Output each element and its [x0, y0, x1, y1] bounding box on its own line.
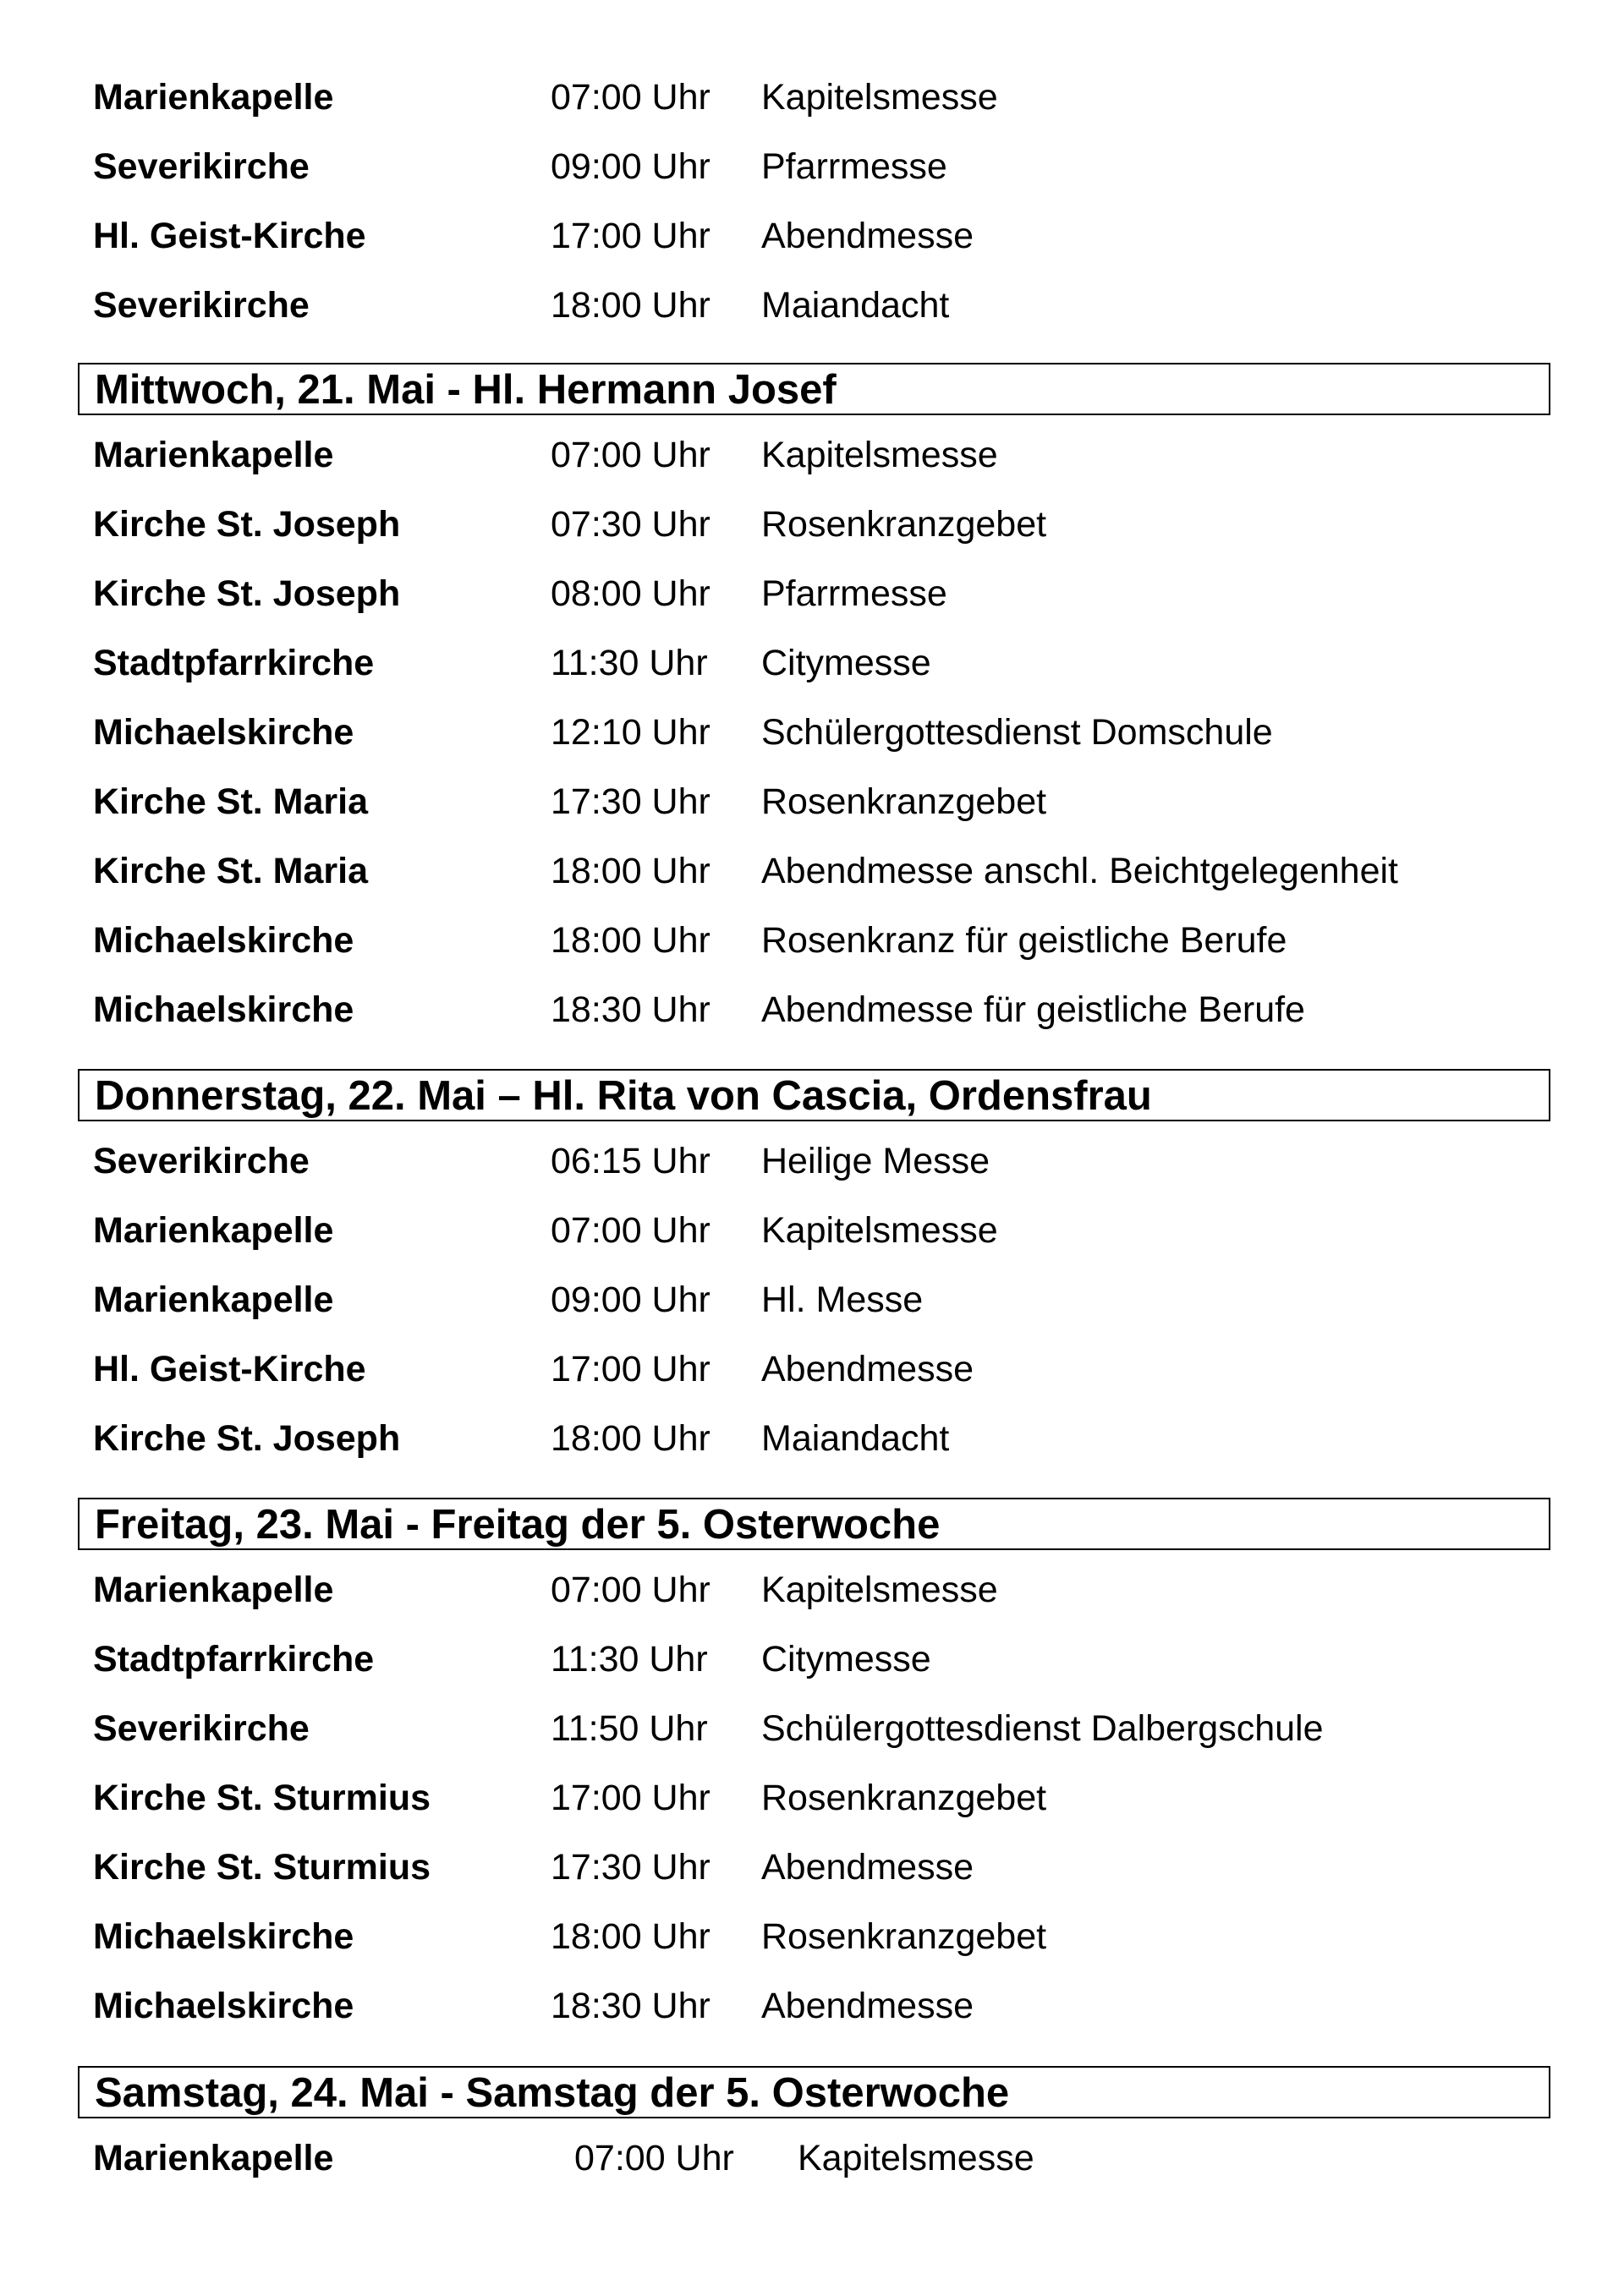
church-name: Severikirche	[93, 285, 310, 326]
schedule-row	[0, 1334, 1624, 1404]
church-name: Marienkapelle	[93, 1210, 334, 1251]
schedule-row	[0, 1763, 1624, 1833]
church-name: Marienkapelle	[93, 1570, 334, 1610]
church-name: Marienkapelle	[93, 2138, 334, 2178]
schedule-row	[0, 767, 1624, 836]
schedule-row	[0, 975, 1624, 1044]
schedule-row	[0, 2123, 1624, 2193]
church-name: Michaelskirche	[93, 920, 354, 961]
service-name: Citymesse	[761, 1639, 931, 1680]
service-time: 06:15 Uhr	[551, 1141, 710, 1181]
service-name: Kapitelsmesse	[761, 77, 998, 118]
church-name: Michaelskirche	[93, 1916, 354, 1957]
service-name: Kapitelsmesse	[761, 1570, 998, 1610]
church-name: Stadtpfarrkirche	[93, 643, 375, 683]
service-time: 18:30 Uhr	[551, 989, 710, 1030]
service-time: 09:00 Uhr	[551, 1280, 710, 1320]
schedule-row	[0, 490, 1624, 559]
service-time: 07:00 Uhr	[551, 77, 710, 118]
service-name: Abendmesse für geistliche Berufe	[761, 989, 1305, 1030]
service-name: Heilige Messe	[761, 1141, 990, 1181]
church-name: Kirche St. Joseph	[93, 504, 401, 545]
schedule-row	[0, 201, 1624, 271]
service-name: Abendmesse	[761, 1349, 974, 1389]
service-name: Rosenkranz für geistliche Berufe	[761, 920, 1287, 961]
service-name: Kapitelsmesse	[798, 2138, 1034, 2178]
service-time: 07:00 Uhr	[551, 435, 710, 475]
church-name: Kirche St. Maria	[93, 781, 368, 822]
church-name: Kirche St. Joseph	[93, 573, 401, 614]
service-name: Abendmesse anschl. Beichtgelegenheit	[761, 851, 1399, 891]
church-name: Stadtpfarrkirche	[93, 1639, 375, 1680]
service-time: 17:00 Uhr	[551, 216, 710, 256]
service-name: Kapitelsmesse	[761, 435, 998, 475]
church-name: Michaelskirche	[93, 989, 354, 1030]
service-time: 18:30 Uhr	[551, 1986, 710, 2026]
service-time: 17:30 Uhr	[551, 781, 710, 822]
service-name: Pfarrmesse	[761, 146, 947, 187]
service-time: 18:00 Uhr	[551, 1418, 710, 1459]
service-time: 17:30 Uhr	[551, 1847, 710, 1888]
service-name: Rosenkranzgebet	[761, 1778, 1047, 1818]
schedule-row	[0, 559, 1624, 628]
service-time: 07:30 Uhr	[551, 504, 710, 545]
service-name: Schülergottesdienst Dalbergschule	[761, 1708, 1324, 1749]
schedule-row	[0, 1196, 1624, 1265]
schedule-row	[0, 63, 1624, 132]
service-time: 09:00 Uhr	[551, 146, 710, 187]
service-name: Maiandacht	[761, 1418, 950, 1459]
schedule-row	[0, 1265, 1624, 1334]
service-time: 11:30 Uhr	[551, 643, 708, 683]
day-header-friday: Freitag, 23. Mai - Freitag der 5. Osterwoche	[78, 1498, 1550, 1550]
church-name: Kirche St. Maria	[93, 851, 368, 891]
service-time: 17:00 Uhr	[551, 1778, 710, 1818]
schedule-row	[0, 906, 1624, 975]
day-header-saturday: Samstag, 24. Mai - Samstag der 5. Osterwoche	[78, 2066, 1550, 2118]
church-name: Kirche St. Sturmius	[93, 1778, 431, 1818]
service-name: Rosenkranzgebet	[761, 504, 1047, 545]
service-time: 08:00 Uhr	[551, 573, 710, 614]
service-name: Rosenkranzgebet	[761, 1916, 1047, 1957]
service-time: 07:00 Uhr	[551, 1570, 710, 1610]
service-name: Rosenkranzgebet	[761, 781, 1047, 822]
schedule-row	[0, 1126, 1624, 1196]
day-header-thursday: Donnerstag, 22. Mai – Hl. Rita von Cascia, Ordensfrau	[78, 1069, 1550, 1121]
service-time: 07:00 Uhr	[551, 1210, 710, 1251]
schedule-row	[0, 836, 1624, 906]
service-name: Abendmesse	[761, 1986, 974, 2026]
church-name: Hl. Geist-Kirche	[93, 1349, 366, 1389]
service-time: 07:00 Uhr	[574, 2138, 734, 2178]
day-header-wednesday: Mittwoch, 21. Mai - Hl. Hermann Josef	[78, 363, 1550, 415]
church-name: Severikirche	[93, 1708, 310, 1749]
church-name: Marienkapelle	[93, 1280, 334, 1320]
service-name: Citymesse	[761, 643, 931, 683]
service-time: 11:30 Uhr	[551, 1639, 708, 1680]
service-time: 12:10 Uhr	[551, 712, 710, 753]
service-name: Abendmesse	[761, 216, 974, 256]
schedule-row	[0, 1694, 1624, 1763]
schedule-row	[0, 271, 1624, 340]
church-name: Severikirche	[93, 146, 310, 187]
church-name: Michaelskirche	[93, 1986, 354, 2026]
church-name: Marienkapelle	[93, 77, 334, 118]
schedule-row	[0, 1625, 1624, 1694]
service-name: Hl. Messe	[761, 1280, 924, 1320]
service-name: Schülergottesdienst Domschule	[761, 712, 1273, 753]
schedule-row	[0, 628, 1624, 698]
service-time: 18:00 Uhr	[551, 851, 710, 891]
church-name: Hl. Geist-Kirche	[93, 216, 366, 256]
church-name: Kirche St. Joseph	[93, 1418, 401, 1459]
service-name: Maiandacht	[761, 285, 950, 326]
service-time: 11:50 Uhr	[551, 1708, 708, 1749]
service-name: Abendmesse	[761, 1847, 974, 1888]
service-time: 18:00 Uhr	[551, 285, 710, 326]
service-time: 17:00 Uhr	[551, 1349, 710, 1389]
church-name: Michaelskirche	[93, 712, 354, 753]
schedule-row	[0, 132, 1624, 201]
service-time: 18:00 Uhr	[551, 920, 710, 961]
schedule-row	[0, 420, 1624, 490]
church-name: Kirche St. Sturmius	[93, 1847, 431, 1888]
church-name: Severikirche	[93, 1141, 310, 1181]
schedule-row	[0, 1902, 1624, 1971]
service-name: Pfarrmesse	[761, 573, 947, 614]
schedule-row	[0, 1833, 1624, 1902]
service-name: Kapitelsmesse	[761, 1210, 998, 1251]
schedule-row	[0, 1971, 1624, 2041]
service-time: 18:00 Uhr	[551, 1916, 710, 1957]
schedule-row	[0, 1404, 1624, 1473]
schedule-row	[0, 1555, 1624, 1625]
church-name: Marienkapelle	[93, 435, 334, 475]
schedule-row	[0, 698, 1624, 767]
